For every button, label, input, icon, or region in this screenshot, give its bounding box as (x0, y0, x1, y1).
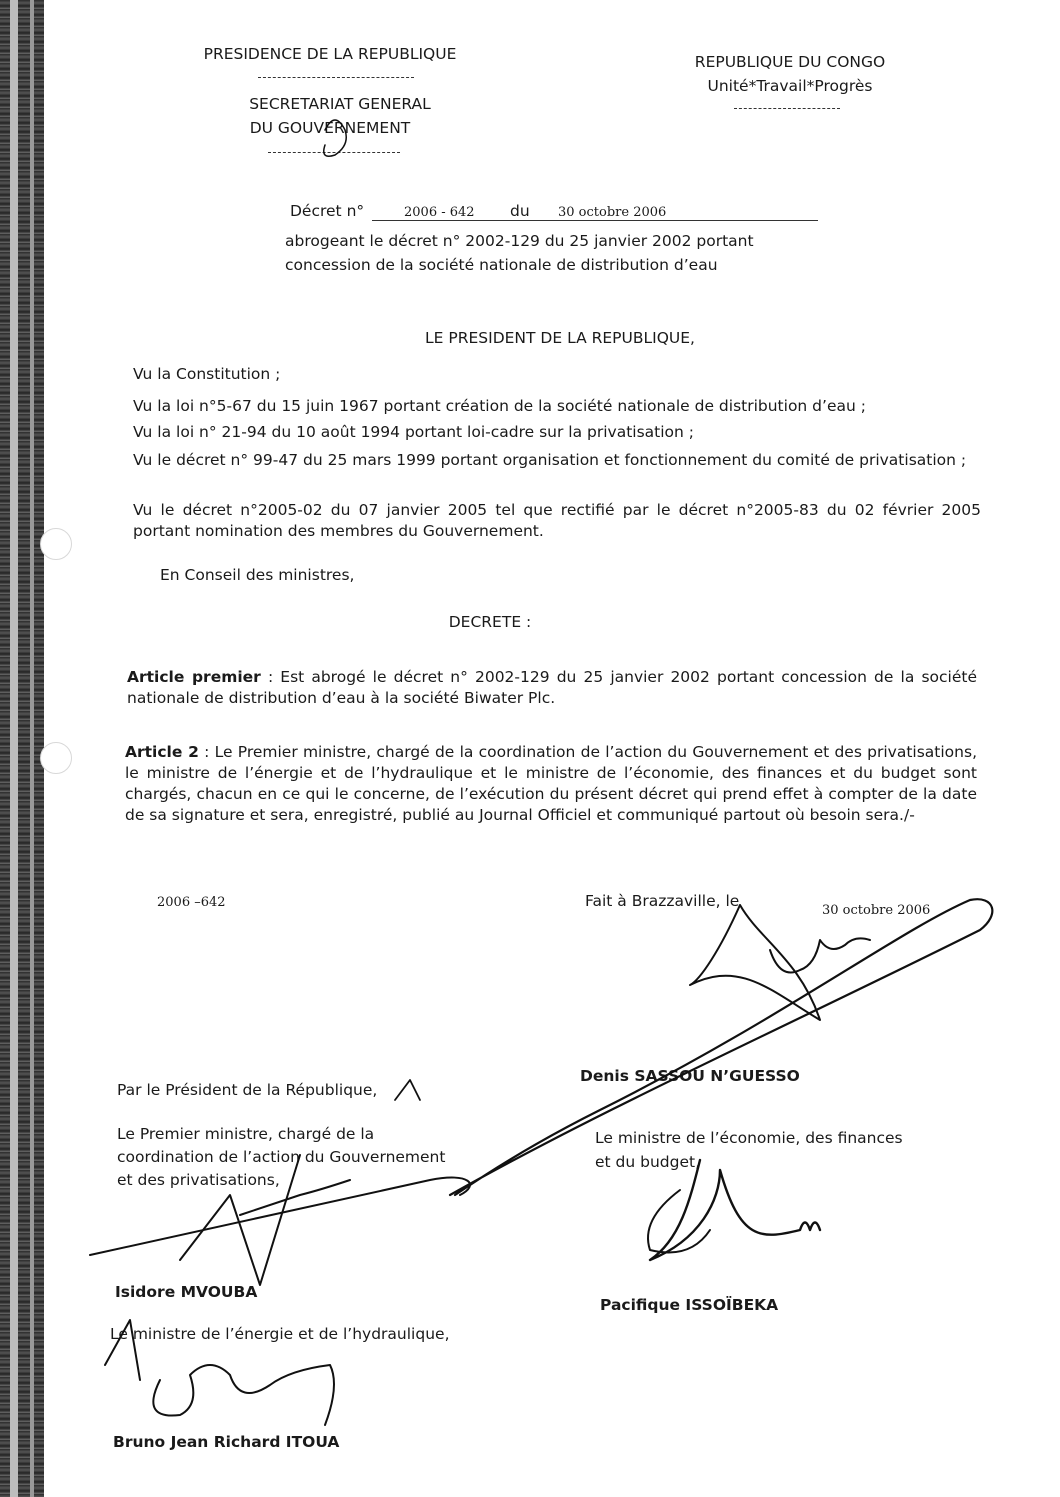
header-divider (734, 108, 840, 109)
visa-decret-2005-02: Vu le décret n°2005-02 du 07 janvier 2005 tel que rectifié par le décret n°2005-83 du 02 février 2005 portant nomination des membres du Gouvernement. (133, 501, 981, 540)
fait-a: Fait à Brazzaville, le (585, 892, 740, 910)
eco-signature-loop (648, 1190, 710, 1253)
visa-loi-5-67: Vu la loi n°5-67 du 15 juin 1967 portant création de la société nationale de distribution d’eau ; (133, 397, 866, 415)
header-republique: REPUBLIQUE DU CONGO (694, 53, 886, 71)
article-premier (127, 667, 977, 709)
decree-date: 30 octobre 2006 (558, 205, 667, 220)
decree-subject-line: abrogeant le décret n° 2002-129 du 25 janvier 2002 portant (285, 232, 754, 250)
par-le-president: Par le Président de la République, (117, 1081, 378, 1099)
energie-title: Le ministre de l’énergie et de l’hydraulique, (110, 1325, 450, 1343)
punch-hole (40, 528, 72, 560)
scan-binding-edge (0, 0, 44, 1497)
article-label: Article 2 (125, 743, 199, 761)
decree-number: 2006 - 642 (404, 205, 475, 220)
pm-title-line: et des privatisations, (117, 1171, 280, 1189)
punch-hole (40, 742, 72, 774)
president-signature-flourish (450, 899, 992, 1195)
eco-signature (650, 1160, 820, 1260)
eco-title-line: Le ministre de l’économie, des finances (595, 1129, 903, 1147)
header-divider (258, 77, 414, 78)
president-signature-loop (690, 905, 820, 1020)
president-heading: LE PRESIDENT DE LA REPUBLIQUE, (425, 329, 695, 347)
binding-highlight (10, 0, 18, 1497)
eco-title-line: et du budget, (595, 1153, 701, 1171)
pm-title-line: coordination de l’action du Gouvernement (117, 1148, 446, 1166)
en-conseil: En Conseil des ministres, (160, 566, 355, 584)
visa-constitution: Vu la Constitution ; (133, 365, 281, 383)
header-secretariat: SECRETARIAT GENERAL (249, 95, 431, 113)
pm-signature-tick (395, 1080, 420, 1100)
eco-name: Pacifique ISSOÏBEKA (600, 1296, 779, 1314)
visa-loi-21-94: Vu la loi n° 21-94 du 10 août 1994 portant loi-cadre sur la privatisation ; (133, 423, 695, 441)
binding-strip (30, 0, 34, 1497)
energie-signature (153, 1365, 334, 1425)
decree-subject-line: concession de la société nationale de distribution d’eau (285, 256, 718, 274)
decree-prefix: Décret n° (290, 202, 365, 220)
pm-name: Isidore MVOUBA (115, 1283, 258, 1301)
fait-date: 30 octobre 2006 (822, 903, 931, 918)
article-text: : Le Premier ministre, chargé de la coordination de l’action du Gouvernement et des privatisations, le ministre de l’énergie et de l’hydraulique et le ministre de l’économie, des finances et du budget sont chargés, chacun en ce qui le concerne, de l’exécution du présent décret qui prend effet à compter de la date de sa signature et sera, enregistré, publié au Journal Officiel et communiqué partout où besoin sera./- (125, 743, 977, 824)
decree-du: du (510, 202, 530, 220)
visa-decret-99-47: Vu le décret n° 99-47 du 25 mars 1999 portant organisation et fonctionnement du comité de privatisation ; (133, 451, 967, 469)
president-signature-text (770, 938, 870, 972)
article-label: Article premier (127, 668, 261, 686)
decrete-heading: DECRETE : (448, 613, 532, 631)
header-divider (268, 152, 400, 153)
energie-name: Bruno Jean Richard ITOUA (113, 1433, 340, 1451)
header-gouvernement: DU GOUVERNEMENT (249, 119, 411, 137)
article-2 (125, 742, 977, 826)
president-name: Denis SASSOU N’GUESSO (580, 1067, 800, 1085)
header-motto: Unité*Travail*Progrès (707, 77, 873, 95)
header-presidence: PRESIDENCE DE LA REPUBLIQUE (203, 45, 457, 63)
pm-title-line: Le Premier ministre, chargé de la (117, 1125, 375, 1143)
decree-ref-number: 2006 –642 (157, 895, 226, 910)
article-text: : Est abrogé le décret n° 2002-129 du 25 janvier 2002 portant concession de la société nationale de distribution d’eau à la société Biwater Plc. (127, 668, 977, 707)
decree-underline (372, 220, 818, 221)
